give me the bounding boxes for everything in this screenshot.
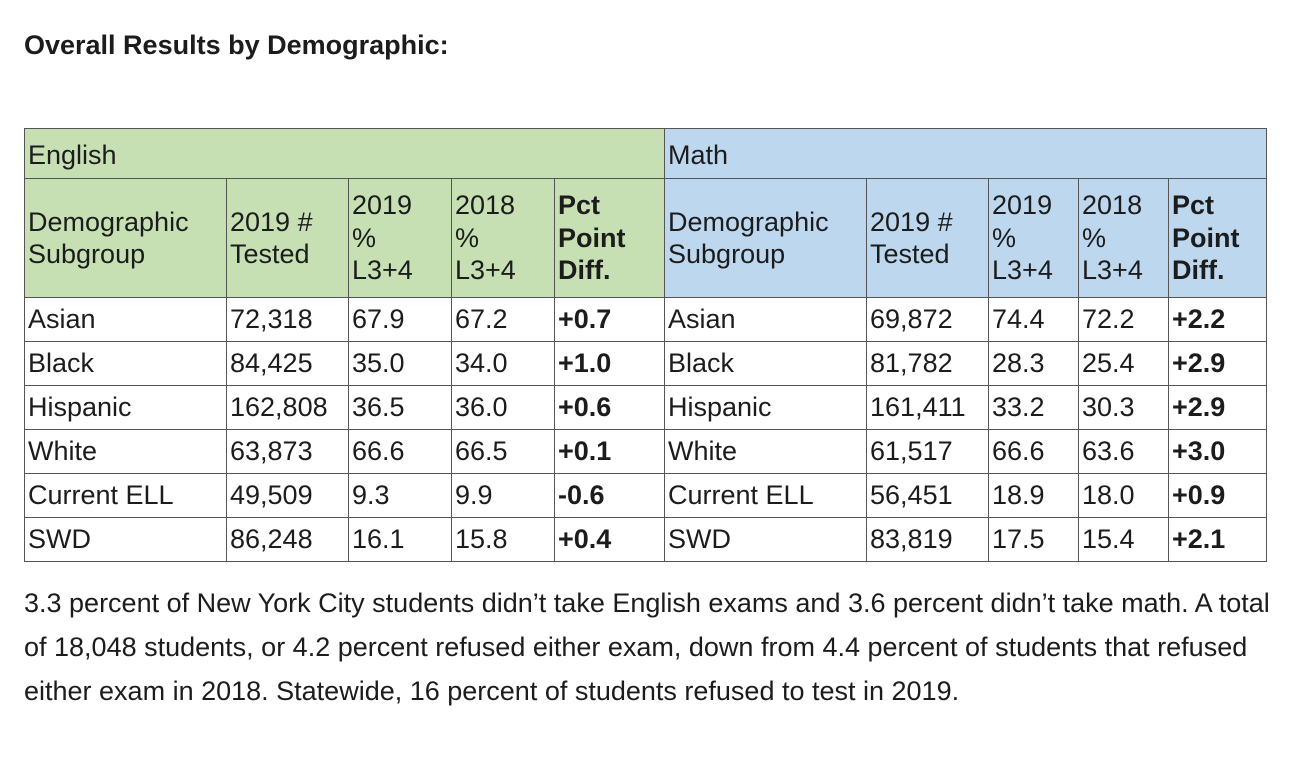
math-tested-cell: 81,782 bbox=[867, 342, 989, 386]
math-2019-cell: 33.2 bbox=[989, 386, 1079, 430]
table-row bbox=[25, 430, 1267, 474]
math-subgroup-cell: White bbox=[665, 430, 867, 474]
math-2018-cell: 15.4 bbox=[1079, 518, 1169, 562]
math-tested-cell: 61,517 bbox=[867, 430, 989, 474]
math-tested-cell: 83,819 bbox=[867, 518, 989, 562]
english-subgroup-header: Demographic Subgroup bbox=[25, 179, 227, 298]
table-row bbox=[25, 474, 1267, 518]
table-row bbox=[25, 518, 1267, 562]
math-group-header: Math bbox=[665, 129, 1267, 179]
english-tested-cell: 49,509 bbox=[227, 474, 349, 518]
group-header-row bbox=[25, 129, 1267, 179]
math-tested-cell: 161,411 bbox=[867, 386, 989, 430]
math-diff-cell: +2.1 bbox=[1169, 518, 1267, 562]
english-diff-cell: +0.7 bbox=[555, 298, 665, 342]
math-diff-cell: +0.9 bbox=[1169, 474, 1267, 518]
math-subgroup-cell: Black bbox=[665, 342, 867, 386]
english-tested-cell: 86,248 bbox=[227, 518, 349, 562]
math-diff-cell: +2.9 bbox=[1169, 342, 1267, 386]
english-subgroup-cell: Asian bbox=[25, 298, 227, 342]
english-2018-cell: 36.0 bbox=[452, 386, 555, 430]
table-row bbox=[25, 298, 1267, 342]
english-2019-cell: 16.1 bbox=[349, 518, 452, 562]
math-2019-cell: 28.3 bbox=[989, 342, 1079, 386]
math-2019-cell: 74.4 bbox=[989, 298, 1079, 342]
math-tested-cell: 56,451 bbox=[867, 474, 989, 518]
english-diff-cell: +0.6 bbox=[555, 386, 665, 430]
math-2018-header: 2018 % L3+4 bbox=[1079, 179, 1169, 298]
english-diff-cell: +0.4 bbox=[555, 518, 665, 562]
math-diff-cell: +3.0 bbox=[1169, 430, 1267, 474]
english-2019-header: 2019 % L3+4 bbox=[349, 179, 452, 298]
math-2019-cell: 66.6 bbox=[989, 430, 1079, 474]
english-subgroup-cell: Black bbox=[25, 342, 227, 386]
english-tested-cell: 162,808 bbox=[227, 386, 349, 430]
english-subgroup-cell: White bbox=[25, 430, 227, 474]
math-diff-cell: +2.2 bbox=[1169, 298, 1267, 342]
math-2018-cell: 30.3 bbox=[1079, 386, 1169, 430]
math-2018-cell: 25.4 bbox=[1079, 342, 1169, 386]
english-subgroup-cell: Current ELL bbox=[25, 474, 227, 518]
math-subgroup-cell: SWD bbox=[665, 518, 867, 562]
english-diff-cell: +0.1 bbox=[555, 430, 665, 474]
english-2019-cell: 35.0 bbox=[349, 342, 452, 386]
english-2018-cell: 34.0 bbox=[452, 342, 555, 386]
math-2018-cell: 63.6 bbox=[1079, 430, 1169, 474]
results-table bbox=[24, 128, 1267, 562]
column-header-row bbox=[25, 179, 1267, 298]
table-row bbox=[25, 342, 1267, 386]
math-subgroup-cell: Hispanic bbox=[665, 386, 867, 430]
page-title: Overall Results by Demographic: bbox=[24, 30, 449, 60]
math-2019-cell: 17.5 bbox=[989, 518, 1079, 562]
table-row bbox=[25, 386, 1267, 430]
summary-paragraph: 3.3 percent of New York City students didn’t take English exams and 3.6 percent didn’t take math. A total of 18,048 students, or 4.2 percent refused either exam, down from 4.4 percent of students that refused either exam in 2018. Statewide, 16 percent of students refused to test in 2019. bbox=[24, 588, 1270, 706]
math-tested-cell: 69,872 bbox=[867, 298, 989, 342]
english-diff-cell: -0.6 bbox=[555, 474, 665, 518]
english-2019-cell: 66.6 bbox=[349, 430, 452, 474]
math-2019-header: 2019 % L3+4 bbox=[989, 179, 1079, 298]
english-tested-cell: 72,318 bbox=[227, 298, 349, 342]
math-diff-header: Pct Point Diff. bbox=[1169, 179, 1267, 298]
english-diff-header: Pct Point Diff. bbox=[555, 179, 665, 298]
english-tested-cell: 63,873 bbox=[227, 430, 349, 474]
english-tested-header: 2019 # Tested bbox=[227, 179, 349, 298]
english-tested-cell: 84,425 bbox=[227, 342, 349, 386]
english-2018-cell: 9.9 bbox=[452, 474, 555, 518]
english-2019-cell: 36.5 bbox=[349, 386, 452, 430]
english-2018-cell: 66.5 bbox=[452, 430, 555, 474]
math-subgroup-cell: Current ELL bbox=[665, 474, 867, 518]
math-subgroup-cell: Asian bbox=[665, 298, 867, 342]
math-2018-cell: 72.2 bbox=[1079, 298, 1169, 342]
english-2019-cell: 67.9 bbox=[349, 298, 452, 342]
math-subgroup-header: Demographic Subgroup bbox=[665, 179, 867, 298]
english-diff-cell: +1.0 bbox=[555, 342, 665, 386]
math-tested-header: 2019 # Tested bbox=[867, 179, 989, 298]
english-group-header: English bbox=[25, 129, 665, 179]
english-2019-cell: 9.3 bbox=[349, 474, 452, 518]
english-subgroup-cell: Hispanic bbox=[25, 386, 227, 430]
math-diff-cell: +2.9 bbox=[1169, 386, 1267, 430]
english-2018-cell: 67.2 bbox=[452, 298, 555, 342]
english-2018-header: 2018 % L3+4 bbox=[452, 179, 555, 298]
english-2018-cell: 15.8 bbox=[452, 518, 555, 562]
math-2019-cell: 18.9 bbox=[989, 474, 1079, 518]
english-subgroup-cell: SWD bbox=[25, 518, 227, 562]
math-2018-cell: 18.0 bbox=[1079, 474, 1169, 518]
